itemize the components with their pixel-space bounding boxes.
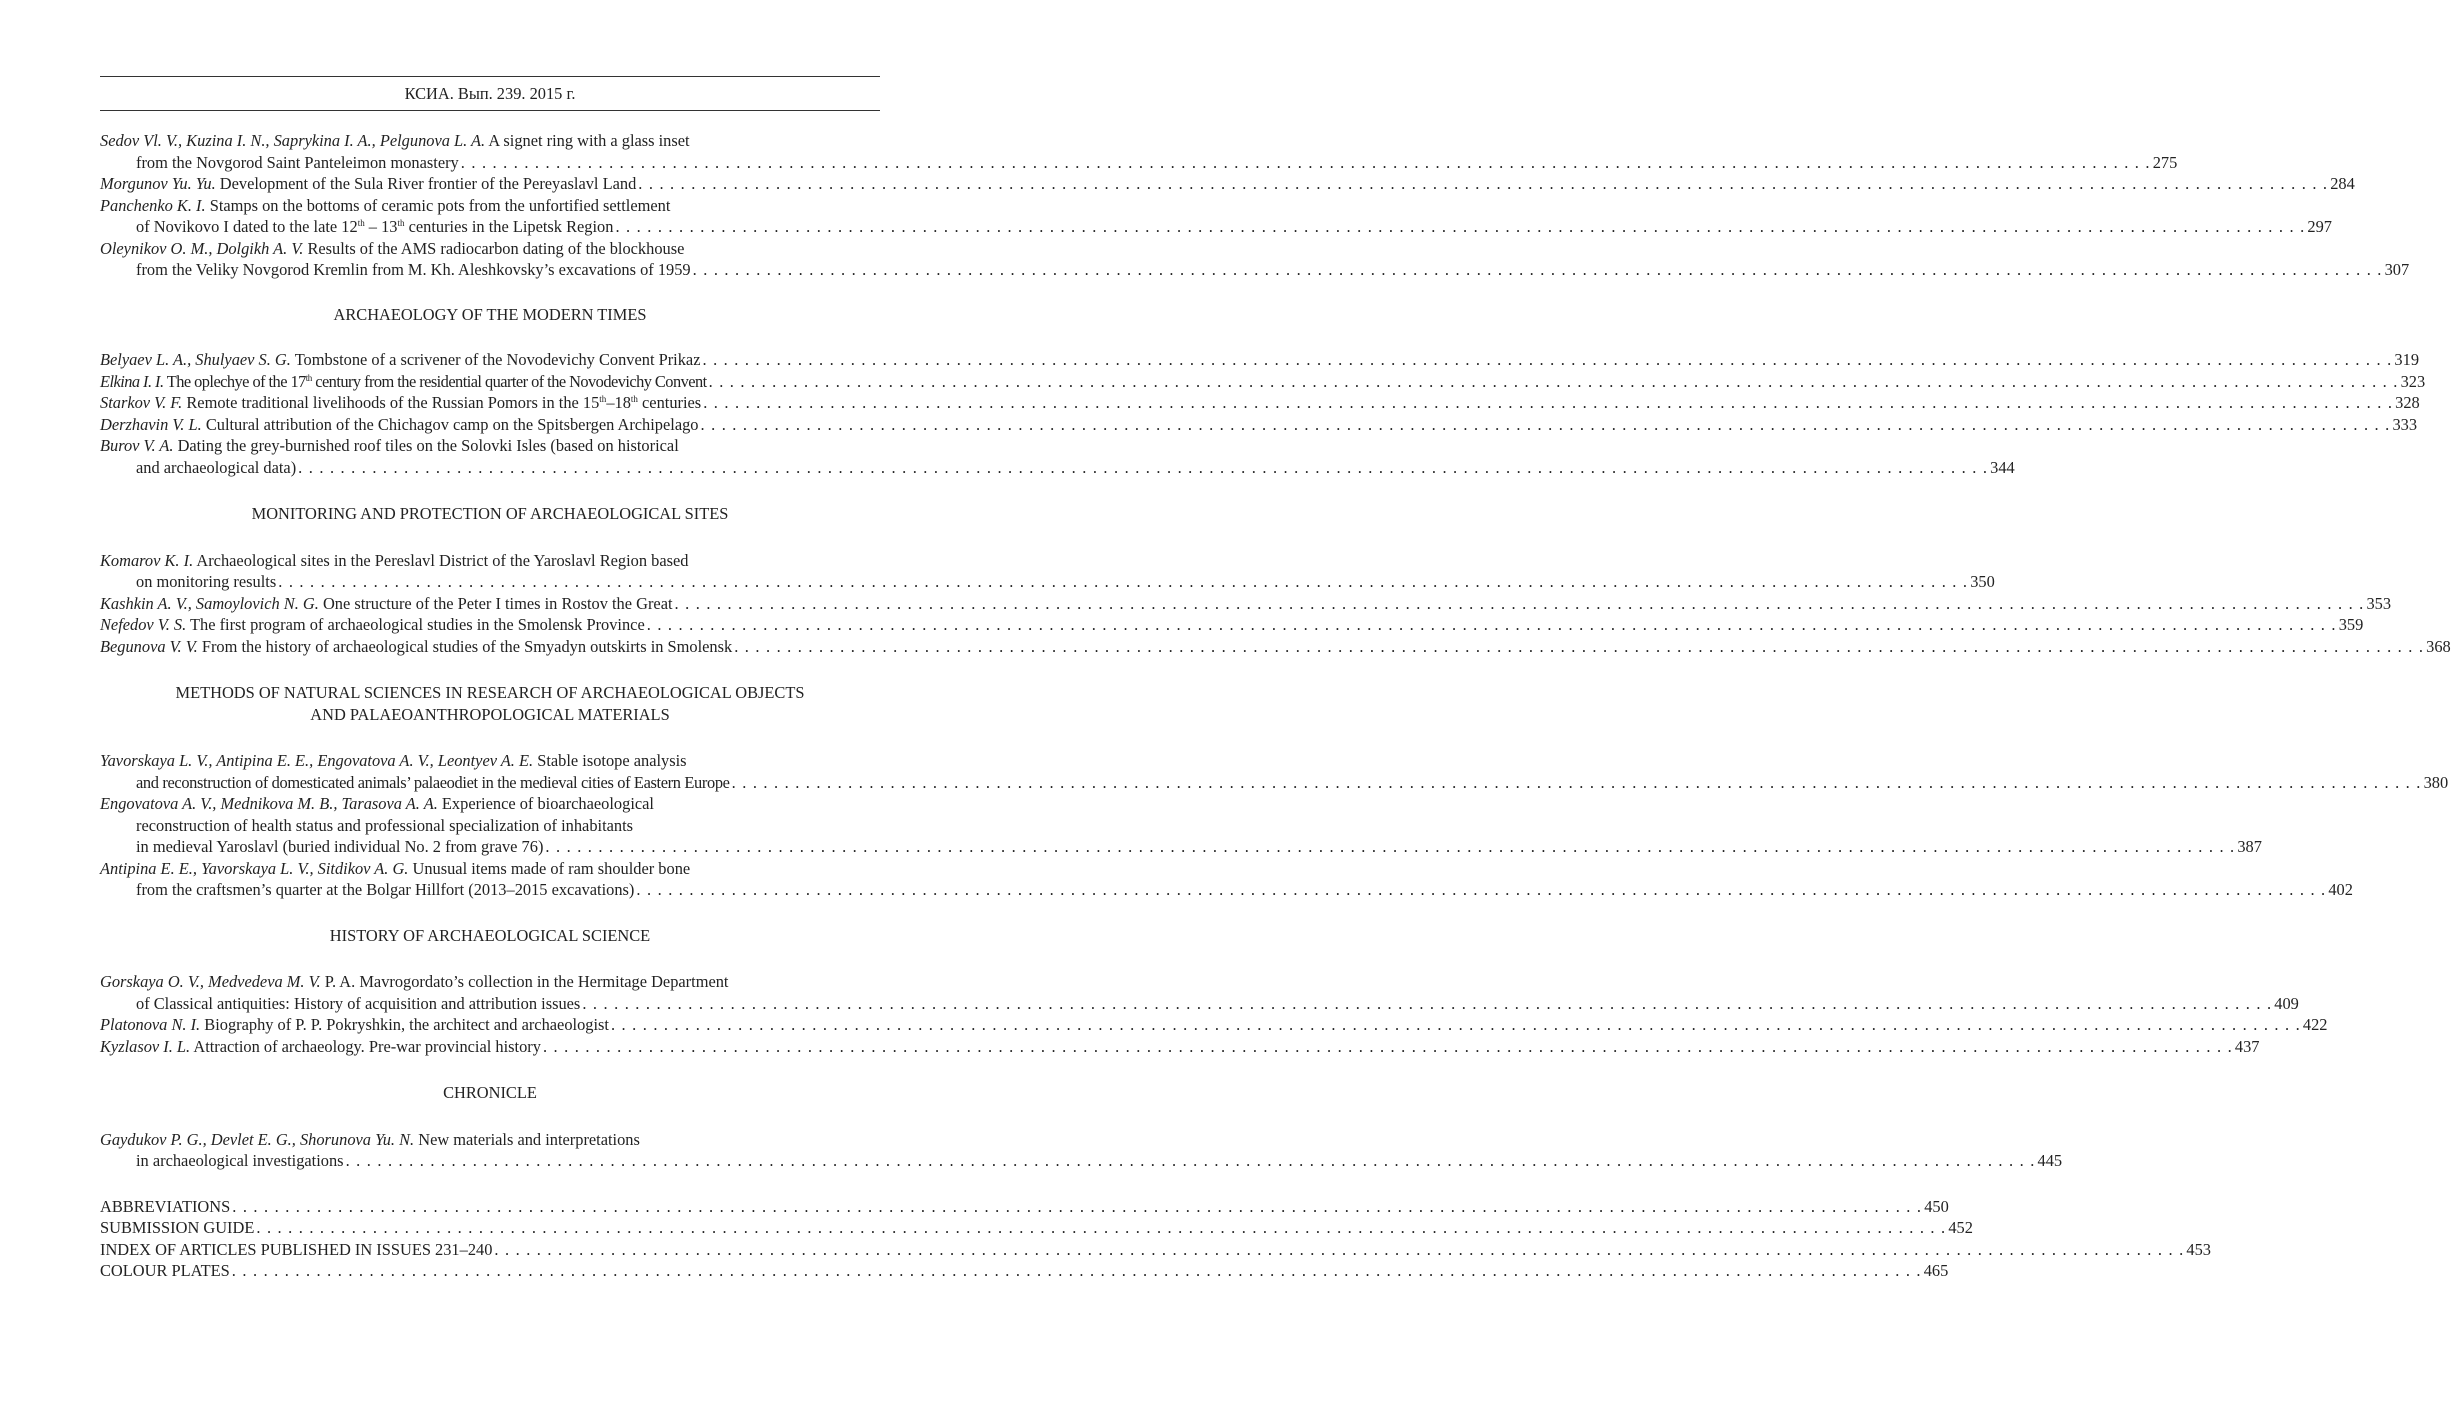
dot-leader: . . . . . . . . . . . . . . . . . . . . . . . . . . . . . . . . . . . . . . . . . . . . . . . . . . . . . . . . . . . . . . . . . . . . . . . . . . . . . . . . . . . . . . . . . . . . . . . . . . . . . . . . . . . . . . . . . . . . . . . . . . . . . . . . . . . . . . . . . . . . . . . . . . . . . . . . . . . . . . . . xyxy=(494,1239,2185,1259)
journal-page xyxy=(100,76,2451,1282)
dot-leader: . . . . . . . . . . . . . . . . . . . . . . . . . . . . . . . . . . . . . . . . . . . . . . . . . . . . . . . . . . . . . . . . . . . . . . . . . . . . . . . . . . . . . . . . . . . . . . . . . . . . . . . . . . . . . . . . . . . . . . . . . . . . . . . . . . . . . . . . . . . . . . . . . . . . . . . . . . . . . . . . xyxy=(232,1196,1923,1216)
page-number: 445 xyxy=(2037,1151,2063,1170)
toc-entry-komarov[interactable] xyxy=(100,550,1995,593)
dot-leader: . . . . . . . . . . . . . . . . . . . . . . . . . . . . . . . . . . . . . . . . . . . . . . . . . . . . . . . . . . . . . . . . . . . . . . . . . . . . . . . . . . . . . . . . . . . . . . . . . . . . . . . . . . . . . . . . . . . . . . . . . . . . . . . . . . . . . . . . . . . . . . . . . . . . . . . . . . . . . . . . xyxy=(298,457,1989,477)
entry-authors: Derzhavin V. L. xyxy=(100,414,202,434)
table-of-contents xyxy=(100,130,2451,1282)
entry-title: SUBMISSION GUIDE xyxy=(100,1218,255,1237)
entry-title: Stable isotope analysis xyxy=(537,751,687,770)
toc-entry-elkina[interactable] xyxy=(100,371,2426,393)
ordinal-sup: th xyxy=(599,394,607,404)
toc-entry-platonova[interactable] xyxy=(100,1014,2328,1036)
dot-leader: . . . . . . . . . . . . . . . . . . . . . . . . . . . . . . . . . . . . . . . . . . . . . . . . . . . . . . . . . . . . . . . . . . . . . . . . . . . . . . . . . . . . . . . . . . . . . . . . . . . . . . . . . . . . . . . . . . . . . . . . . . . . . . . . . . . . . . . . . . . . . . . . . . . . . . . . . . . . . . . . xyxy=(278,572,1969,591)
page-number: 333 xyxy=(2392,414,2418,434)
entry-title: P. A. Mavrogordato’s collection in the Hermitage Department xyxy=(324,972,729,991)
page-number: 307 xyxy=(2384,260,2410,279)
toc-entry-panchenko[interactable] xyxy=(100,195,2332,238)
section-title-methods-cont: AND PALAEOANTHROPOLOGICAL MATERIALS xyxy=(310,704,670,724)
page-number: 452 xyxy=(1948,1218,1973,1237)
entry-title-cont: of Novikovo I dated to the late 12 xyxy=(136,217,358,236)
entry-title: Archaeological sites in the Pereslavl District of the Yaroslavl Region based xyxy=(196,550,689,570)
dot-leader: . . . . . . . . . . . . . . . . . . . . . . . . . . . . . . . . . . . . . . . . . . . . . . . . . . . . . . . . . . . . . . . . . . . . . . . . . . . . . . . . . . . . . . . . . . . . . . . . . . . . . . . . . . . . . . . . . . . . . . . . . . . . . . . . . . . . . . . . . . . . . . . . . . . . . . . . . . . . . . . . xyxy=(703,393,2394,412)
dot-leader: . . . . . . . . . . . . . . . . . . . . . . . . . . . . . . . . . . . . . . . . . . . . . . . . . . . . . . . . . . . . . . . . . . . . . . . . . . . . . . . . . . . . . . . . . . . . . . . . . . . . . . . . . . . . . . . . . . . . . . . . . . . . . . . . . . . . . . . . . . . . . . . . . . . . . . . . . . . . . . . . xyxy=(636,880,2327,899)
entry-authors: Komarov K. I. xyxy=(100,550,194,570)
section-title-history: HISTORY OF ARCHAEOLOGICAL SCIENCE xyxy=(329,925,651,945)
entry-title: Attraction of archaeology. Pre-war provincial history xyxy=(193,1036,541,1056)
entry-title: ABBREVIATIONS xyxy=(100,1196,231,1216)
entry-title: Biography of P. P. Pokryshkin, the architect and archaeologist xyxy=(204,1015,609,1034)
entry-authors: Engovatova A. V., Mednikova M. B., Tarasova A. A. xyxy=(100,794,438,813)
page-number: 353 xyxy=(2366,593,2392,613)
entry-title: Results of the AMS radiocarbon dating of the blockhouse xyxy=(307,238,685,258)
ordinal-sup: th xyxy=(397,218,405,228)
entry-title: Stamps on the bottoms of ceramic pots from the unfortified settlement xyxy=(209,195,671,215)
entry-title: INDEX OF ARTICLES PUBLISHED IN ISSUES 231–240 xyxy=(100,1239,493,1259)
page-number: 284 xyxy=(2330,174,2355,193)
entry-title-cont: of Classical antiquities: History of acquisition and attribution issues xyxy=(136,993,581,1013)
section-title-chronicle: CHRONICLE xyxy=(443,1083,537,1102)
entry-title-cont: from the craftsmen’s quarter at the Bolgar Hillfort (2013–2015 excavations) xyxy=(136,880,635,899)
page-number: 437 xyxy=(2234,1036,2260,1056)
entry-title-cont: centuries in the Lipetsk Region xyxy=(404,217,614,236)
entry-title-cont: from the Veliky Novgorod Kremlin from M. Kh. Aleshkovsky’s excavations of 1959 xyxy=(136,260,691,279)
dot-leader: . . . . . . . . . . . . . . . . . . . . . . . . . . . . . . . . . . . . . . . . . . . . . . . . . . . . . . . . . . . . . . . . . . . . . . . . . . . . . . . . . . . . . . . . . . . . . . . . . . . . . . . . . . . . . . . . . . . . . . . . . . . . . . . . . . . . . . . . . . . . . . . . . . . . . . . . . . . . . . . . xyxy=(700,414,2391,434)
dot-leader: . . . . . . . . . . . . . . . . . . . . . . . . . . . . . . . . . . . . . . . . . . . . . . . . . . . . . . . . . . . . . . . . . . . . . . . . . . . . . . . . . . . . . . . . . . . . . . . . . . . . . . . . . . . . . . . . . . . . . . . . . . . . . . . . . . . . . . . . . . . . . . . . . . . . . . . . . . . . . . . . xyxy=(460,152,2151,172)
page-number: 453 xyxy=(2186,1239,2211,1259)
dot-leader: . . . . . . . . . . . . . . . . . . . . . . . . . . . . . . . . . . . . . . . . . . . . . . . . . . . . . . . . . . . . . . . . . . . . . . . . . . . . . . . . . . . . . . . . . . . . . . . . . . . . . . . . . . . . . . . . . . . . . . . . . . . . . . . . . . . . . . . . . . . . . . . . . . . . . . . . . . . . . . . . xyxy=(734,636,2425,656)
toc-entry-index-of-articles[interactable] xyxy=(100,1239,2211,1261)
entry-authors: Kashkin A. V., Samoylovich N. G. xyxy=(100,593,319,613)
toc-entry-colour-plates[interactable] xyxy=(100,1260,1949,1282)
dot-leader: . . . . . . . . . . . . . . . . . . . . . . . . . . . . . . . . . . . . . . . . . . . . . . . . . . . . . . . . . . . . . . . . . . . . . . . . . . . . . . . . . . . . . . . . . . . . . . . . . . . . . . . . . . . . . . . . . . . . . . . . . . . . . . . . . . . . . . . . . . . . . . . . . . . . . . . . . . . . . . . . xyxy=(702,350,2393,369)
toc-entry-abbreviations[interactable] xyxy=(100,1196,1949,1218)
toc-entry-engovatova[interactable] xyxy=(100,793,2262,858)
toc-entry-kyzlasov[interactable] xyxy=(100,1036,2260,1058)
toc-entry-yavorskaya[interactable] xyxy=(100,750,2449,793)
page-number: 409 xyxy=(2274,993,2299,1013)
toc-entry-gaydukov[interactable] xyxy=(100,1129,2063,1172)
entry-title: Cultural attribution of the Chichagov camp on the Spitsbergen Archipelago xyxy=(205,414,699,434)
toc-entry-sedov[interactable] xyxy=(100,130,2178,173)
entry-authors: Gorskaya O. V., Medvedeva M. V. xyxy=(100,972,321,991)
dot-leader: . . . . . . . . . . . . . . . . . . . . . . . . . . . . . . . . . . . . . . . . . . . . . . . . . . . . . . . . . . . . . . . . . . . . . . . . . . . . . . . . . . . . . . . . . . . . . . . . . . . . . . . . . . . . . . . . . . . . . . . . . . . . . . . . . . . . . . . . . . . . . . . . . . . . . . . . . . . . . . . . xyxy=(545,837,2236,856)
toc-entry-gorskaya[interactable] xyxy=(100,971,2299,1014)
entry-title: The first program of archaeological studies in the Smolensk Province xyxy=(190,615,645,634)
dot-leader: . . . . . . . . . . . . . . . . . . . . . . . . . . . . . . . . . . . . . . . . . . . . . . . . . . . . . . . . . . . . . . . . . . . . . . . . . . . . . . . . . . . . . . . . . . . . . . . . . . . . . . . . . . . . . . . . . . . . . . . . . . . . . . . . . . . . . . . . . . . . . . . . . . . . . . . . . . . . . . . . xyxy=(646,615,2337,634)
toc-entry-starkov[interactable] xyxy=(100,392,2420,414)
toc-entry-antipina[interactable] xyxy=(100,858,2353,901)
entry-title-cont: in archaeological investigations xyxy=(136,1151,344,1170)
entry-authors: Platonova N. I. xyxy=(100,1015,201,1034)
entry-title: Tombstone of a scrivener of the Novodevichy Convent Prikaz xyxy=(294,350,701,369)
entry-title-cont: centuries xyxy=(637,393,702,412)
toc-entry-derzhavin[interactable] xyxy=(100,414,2418,436)
page-number: 323 xyxy=(2400,371,2426,391)
section-title-monitoring: MONITORING AND PROTECTION OF ARCHAEOLOGICAL SITES xyxy=(251,504,729,523)
page-number: 328 xyxy=(2395,393,2420,412)
toc-entry-oleynikov[interactable] xyxy=(100,238,2410,281)
section-title-methods: METHODS OF NATURAL SCIENCES IN RESEARCH OF ARCHAEOLOGICAL OBJECTS xyxy=(175,683,805,702)
entry-title: Unusual items made of ram shoulder bone xyxy=(412,858,691,878)
entry-authors: Belyaev L. A., Shulyaev S. G. xyxy=(100,350,291,369)
dot-leader: . . . . . . . . . . . . . . . . . . . . . . . . . . . . . . . . . . . . . . . . . . . . . . . . . . . . . . . . . . . . . . . . . . . . . . . . . . . . . . . . . . . . . . . . . . . . . . . . . . . . . . . . . . . . . . . . . . . . . . . . . . . . . . . . . . . . . . . . . . . . . . . . . . . . . . . . . . . . . . . . xyxy=(674,593,2365,613)
entry-title: Experience of bioarchaeological xyxy=(441,794,654,813)
spacer xyxy=(100,1172,880,1196)
page-number: 350 xyxy=(1970,572,1995,591)
entry-authors: Kyzlasov I. L. xyxy=(100,1036,191,1056)
toc-entry-submission-guide[interactable] xyxy=(100,1217,1973,1239)
entry-title: From the history of archaeological studies of the Smyadyn outskirts in Smolensk xyxy=(201,636,733,656)
page-number: 319 xyxy=(2394,350,2420,369)
entry-authors: Sedov Vl. V., Kuzina I. N., Saprykina I. A., Pelgunova L. A. xyxy=(100,131,486,150)
page-number: 450 xyxy=(1924,1196,1949,1216)
entry-authors: Yavorskaya L. V., Antipina E. E., Engovatova A. V., Leontyev A. E. xyxy=(100,751,534,770)
entry-title-cont: and archaeological data) xyxy=(136,457,297,477)
entry-title-dash: –18 xyxy=(606,393,631,412)
entry-title-cont: on monitoring results xyxy=(136,572,277,591)
dot-leader: . . . . . . . . . . . . . . . . . . . . . . . . . . . . . . . . . . . . . . . . . . . . . . . . . . . . . . . . . . . . . . . . . . . . . . . . . . . . . . . . . . . . . . . . . . . . . . . . . . . . . . . . . . . . . . . . . . . . . . . . . . . . . . . . . . . . . . . . . . . . . . . . . . . . . . . . . . . . . . . . xyxy=(708,371,2399,391)
entry-title-cont: reconstruction of health status and professional specialization of inhabitants xyxy=(136,815,634,835)
entry-title-cont: from the Novgorod Saint Panteleimon monastery xyxy=(136,152,459,172)
page-number: 402 xyxy=(2328,880,2353,899)
page-number: 422 xyxy=(2302,1015,2328,1034)
running-head: КСИА. Вып. 239. 2015 г. xyxy=(404,84,576,103)
page-number: 359 xyxy=(2338,615,2364,634)
dot-leader: . . . . . . . . . . . . . . . . . . . . . . . . . . . . . . . . . . . . . . . . . . . . . . . . . . . . . . . . . . . . . . . . . . . . . . . . . . . . . . . . . . . . . . . . . . . . . . . . . . . . . . . . . . . . . . . . . . . . . . . . . . . . . . . . . . . . . . . . . . . . . . . . . . . . . . . . . . . . . . . . xyxy=(345,1151,2036,1170)
dot-leader: . . . . . . . . . . . . . . . . . . . . . . . . . . . . . . . . . . . . . . . . . . . . . . . . . . . . . . . . . . . . . . . . . . . . . . . . . . . . . . . . . . . . . . . . . . . . . . . . . . . . . . . . . . . . . . . . . . . . . . . . . . . . . . . . . . . . . . . . . . . . . . . . . . . . . . . . . . . . . . . . xyxy=(256,1218,1947,1237)
entry-authors: Gaydukov P. G., Devlet E. G., Shorunova Yu. N. xyxy=(100,1129,415,1149)
page-number: 297 xyxy=(2307,217,2332,236)
entry-title: The oplechye of the 17 xyxy=(166,371,306,391)
toc-entry-belyaev[interactable] xyxy=(100,349,2420,371)
toc-entry-nefedov[interactable] xyxy=(100,614,2364,636)
entry-authors: Antipina E. E., Yavorskaya L. V., Sitdikov A. G. xyxy=(100,858,409,878)
entry-authors: Nefedov V. S. xyxy=(100,615,187,634)
dot-leader: . . . . . . . . . . . . . . . . . . . . . . . . . . . . . . . . . . . . . . . . . . . . . . . . . . . . . . . . . . . . . . . . . . . . . . . . . . . . . . . . . . . . . . . . . . . . . . . . . . . . . . . . . . . . . . . . . . . . . . . . . . . . . . . . . . . . . . . . . . . . . . . . . . . . . . . . . . . . . . . . xyxy=(610,1015,2301,1034)
entry-authors: Morgunov Yu. Yu. xyxy=(100,174,216,193)
entry-title-cont: century from the residential quarter of the Novodevichy Convent xyxy=(311,371,707,391)
entry-title: Dating the grey-burnished roof tiles on the Solovki Isles (based on historical xyxy=(177,436,679,455)
entry-title-cont: and reconstruction of domesticated animals’ palaeodiet in the medieval cities of Eastern Europe xyxy=(136,772,730,792)
toc-entry-begunova[interactable] xyxy=(100,636,2451,658)
ordinal-sup: th xyxy=(305,372,312,383)
dot-leader: . . . . . . . . . . . . . . . . . . . . . . . . . . . . . . . . . . . . . . . . . . . . . . . . . . . . . . . . . . . . . . . . . . . . . . . . . . . . . . . . . . . . . . . . . . . . . . . . . . . . . . . . . . . . . . . . . . . . . . . . . . . . . . . . . . . . . . . . . . . . . . . . . . . . . . . . . . . . . . . . xyxy=(615,217,2306,236)
ordinal-sup: th xyxy=(630,394,638,404)
page-number: 380 xyxy=(2423,772,2449,792)
entry-authors: Elkina I. I. xyxy=(100,371,164,391)
entry-title: COLOUR PLATES xyxy=(100,1261,230,1280)
toc-entry-kashkin[interactable] xyxy=(100,593,2392,615)
entry-authors: Begunova V. V. xyxy=(100,636,198,656)
dot-leader: . . . . . . . . . . . . . . . . . . . . . . . . . . . . . . . . . . . . . . . . . . . . . . . . . . . . . . . . . . . . . . . . . . . . . . . . . . . . . . . . . . . . . . . . . . . . . . . . . . . . . . . . . . . . . . . . . . . . . . . . . . . . . . . . . . . . . . . . . . . . . . . . . . . . . . . . . . . . . . . . xyxy=(731,772,2422,792)
entry-title: A signet ring with a glass inset xyxy=(488,131,690,150)
entry-title-cont: in medieval Yaroslavl (buried individual No. 2 from grave 76) xyxy=(136,837,544,856)
entry-title: One structure of the Peter I times in Rostov the Great xyxy=(322,593,673,613)
page-number: 387 xyxy=(2237,837,2262,856)
ordinal-sup: th xyxy=(357,218,365,228)
entry-authors: Oleynikov O. M., Dolgikh A. V. xyxy=(100,238,304,258)
page-number: 368 xyxy=(2426,636,2451,656)
dot-leader: . . . . . . . . . . . . . . . . . . . . . . . . . . . . . . . . . . . . . . . . . . . . . . . . . . . . . . . . . . . . . . . . . . . . . . . . . . . . . . . . . . . . . . . . . . . . . . . . . . . . . . . . . . . . . . . . . . . . . . . . . . . . . . . . . . . . . . . . . . . . . . . . . . . . . . . . . . . . . . . . xyxy=(231,1261,1922,1280)
page-number: 344 xyxy=(1990,457,2015,477)
page-number: 275 xyxy=(2152,152,2178,172)
page-number: 465 xyxy=(1923,1261,1949,1280)
dot-leader: . . . . . . . . . . . . . . . . . . . . . . . . . . . . . . . . . . . . . . . . . . . . . . . . . . . . . . . . . . . . . . . . . . . . . . . . . . . . . . . . . . . . . . . . . . . . . . . . . . . . . . . . . . . . . . . . . . . . . . . . . . . . . . . . . . . . . . . . . . . . . . . . . . . . . . . . . . . . . . . . xyxy=(582,993,2273,1013)
toc-entry-burov[interactable] xyxy=(100,435,2015,478)
entry-authors: Panchenko K. I. xyxy=(100,195,206,215)
toc-entry-morgunov[interactable] xyxy=(100,173,2355,195)
entry-authors: Starkov V. F. xyxy=(100,393,183,412)
section-title-modern-times: ARCHAEOLOGY OF THE MODERN TIMES xyxy=(333,304,647,324)
dot-leader: . . . . . . . . . . . . . . . . . . . . . . . . . . . . . . . . . . . . . . . . . . . . . . . . . . . . . . . . . . . . . . . . . . . . . . . . . . . . . . . . . . . . . . . . . . . . . . . . . . . . . . . . . . . . . . . . . . . . . . . . . . . . . . . . . . . . . . . . . . . . . . . . . . . . . . . . . . . . . . . . xyxy=(638,174,2329,193)
entry-title-dash: – 13 xyxy=(364,217,398,236)
entry-authors: Burov V. A. xyxy=(100,436,174,455)
header-bottom-rule xyxy=(100,110,880,111)
dot-leader: . . . . . . . . . . . . . . . . . . . . . . . . . . . . . . . . . . . . . . . . . . . . . . . . . . . . . . . . . . . . . . . . . . . . . . . . . . . . . . . . . . . . . . . . . . . . . . . . . . . . . . . . . . . . . . . . . . . . . . . . . . . . . . . . . . . . . . . . . . . . . . . . . . . . . . . . . . . . . . . . xyxy=(692,260,2383,279)
entry-title: Development of the Sula River frontier of the Pereyaslavl Land xyxy=(219,174,637,193)
entry-title: New materials and interpretations xyxy=(418,1129,640,1149)
entry-title: Remote traditional livelihoods of the Russian Pomors in the 15 xyxy=(186,393,600,412)
dot-leader: . . . . . . . . . . . . . . . . . . . . . . . . . . . . . . . . . . . . . . . . . . . . . . . . . . . . . . . . . . . . . . . . . . . . . . . . . . . . . . . . . . . . . . . . . . . . . . . . . . . . . . . . . . . . . . . . . . . . . . . . . . . . . . . . . . . . . . . . . . . . . . . . . . . . . . . . . . . . . . . . xyxy=(542,1036,2233,1056)
